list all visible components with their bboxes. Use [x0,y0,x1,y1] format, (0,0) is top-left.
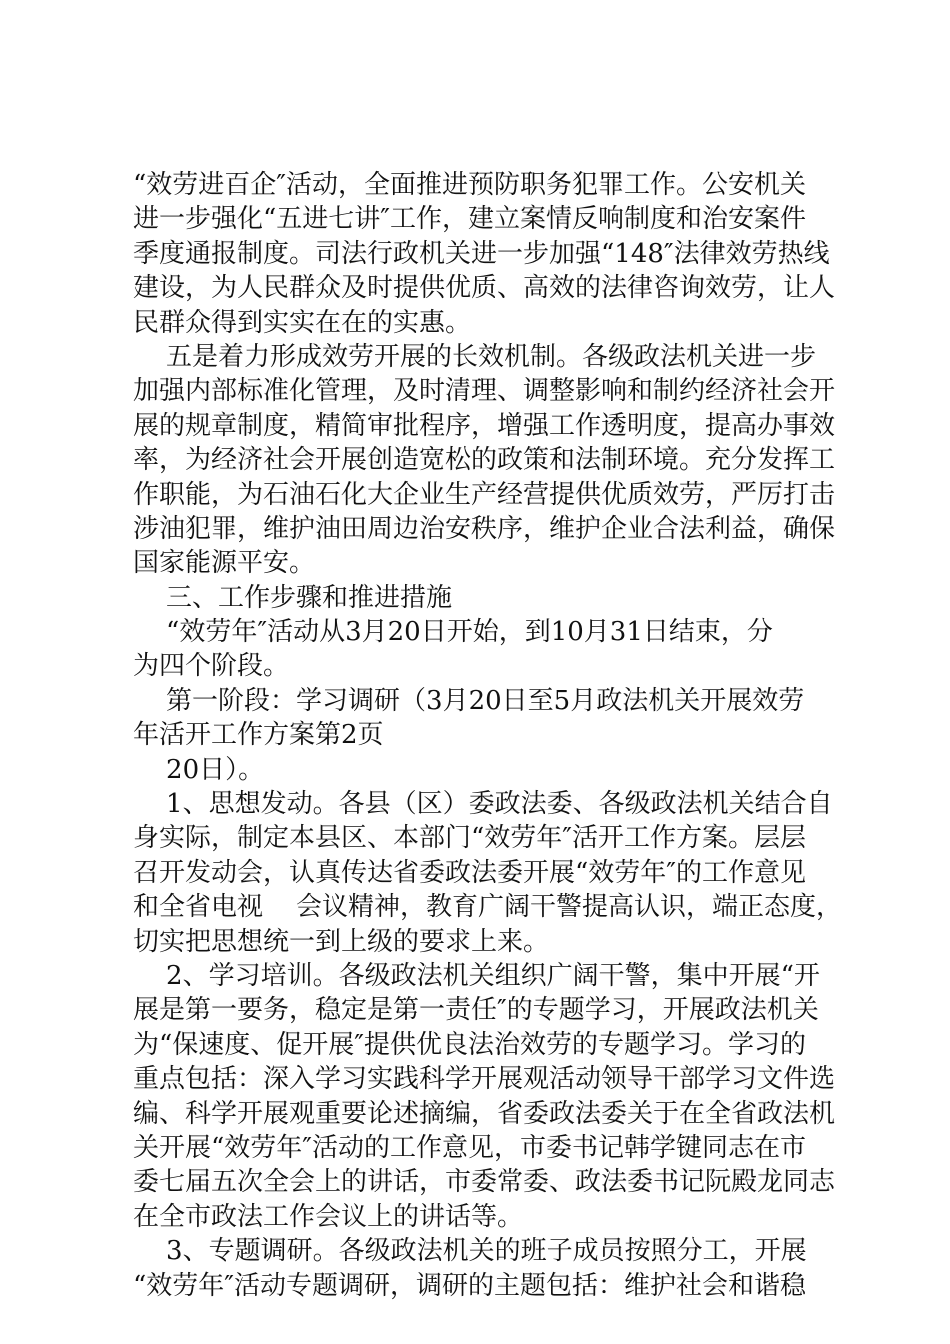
text-line: 年活开工作方案第2页 [133,720,384,751]
text-line: 民群众得到实实在在的实惠。 [133,307,472,338]
text-line: 召开发动会，认真传达省委政法委开展“效劳年″的工作意见 [133,857,807,888]
text-line: 展是第一要务，稳定是第一责任″的专题学习，开展政法机关 [133,995,819,1026]
text-line: 季度通报制度。司法行政机关进一步加强“148″法律效劳热线 [133,238,830,269]
text-line: 编、科学开展观重要论述摘编，省委政法委关于在全省政法机 [133,1098,836,1129]
text-line: 建设，为人民群众及时提供优质、高效的法律咨询效劳，让人 [133,273,836,304]
text-line: 和全省电视 会议精神，教育广阔干警提高认识，端正态度， [133,892,843,923]
text-line: “效劳进百企″活动，全面推进预防职务犯罪工作。公安机关 [133,170,807,200]
text-line: “效劳年″活动专题调研，调研的主题包括：维护社会和谐稳 [133,1270,807,1301]
text-line: 委七届五次全会上的讲话，市委常委、政法委书记阮殿龙同志 [133,1167,836,1198]
text-line: 重点包括：深入学习实践科学开展观活动领导干部学习文件选 [133,1064,836,1095]
text-line: 进一步强化“五进七讲″工作，建立案情反响制度和治安案件 [133,204,807,235]
text-line: “效劳年″活动从3月20日开始，到10月31日结束，分 [133,617,773,648]
text-line: 切实把思想统一到上级的要求上来。 [133,926,550,957]
text-line: 国家能源平安。 [133,548,316,579]
text-line: 作职能，为石油石化大企业生产经营提供优质效劳，严厉打击 [133,479,836,510]
text-line: 率，为经济社会开展创造宽松的政策和法制环境。充分发挥工 [133,445,836,476]
text-line: 五是着力形成效劳开展的长效机制。各级政法机关进一步 [133,341,817,372]
text-line: 为四个阶段。 [133,651,290,682]
text-line: 关开展“效劳年″活动的工作意见，市委书记韩学键同志在市 [133,1132,807,1163]
text-line: 2、学习培训。各级政法机关组织广阔干警，集中开展“开 [133,960,820,991]
text-line: 第一阶段：学习调研（3月20日至5月政法机关开展效劳 [133,685,805,716]
text-line: 20日）。 [133,754,265,785]
text-line: 3、专题调研。各级政法机关的班子成员按照分工，开展 [133,1236,807,1267]
text-line: 在全市政法工作会议上的讲话等。 [133,1201,524,1232]
body-text [133,168,843,1303]
text-line: 为“保速度、促开展″提供优良法治效劳的专题学习。学习的 [133,1029,807,1060]
text-line: 展的规章制度，精简审批程序，增强工作透明度，提高办事效 [133,410,836,441]
text-line: 1、思想发动。各县（区）委政法委、各级政法机关结合自 [133,789,833,820]
text-line: 加强内部标准化管理，及时清理、调整影响和制约经济社会开 [133,376,836,407]
section-heading: 三、工作步骤和推进措施 [133,582,453,613]
text-line: 身实际，制定本县区、本部门“效劳年″活开工作方案。层层 [133,823,807,854]
text-line: 涉油犯罪，维护油田周边治安秩序，维护企业合法利益，确保 [133,513,836,544]
